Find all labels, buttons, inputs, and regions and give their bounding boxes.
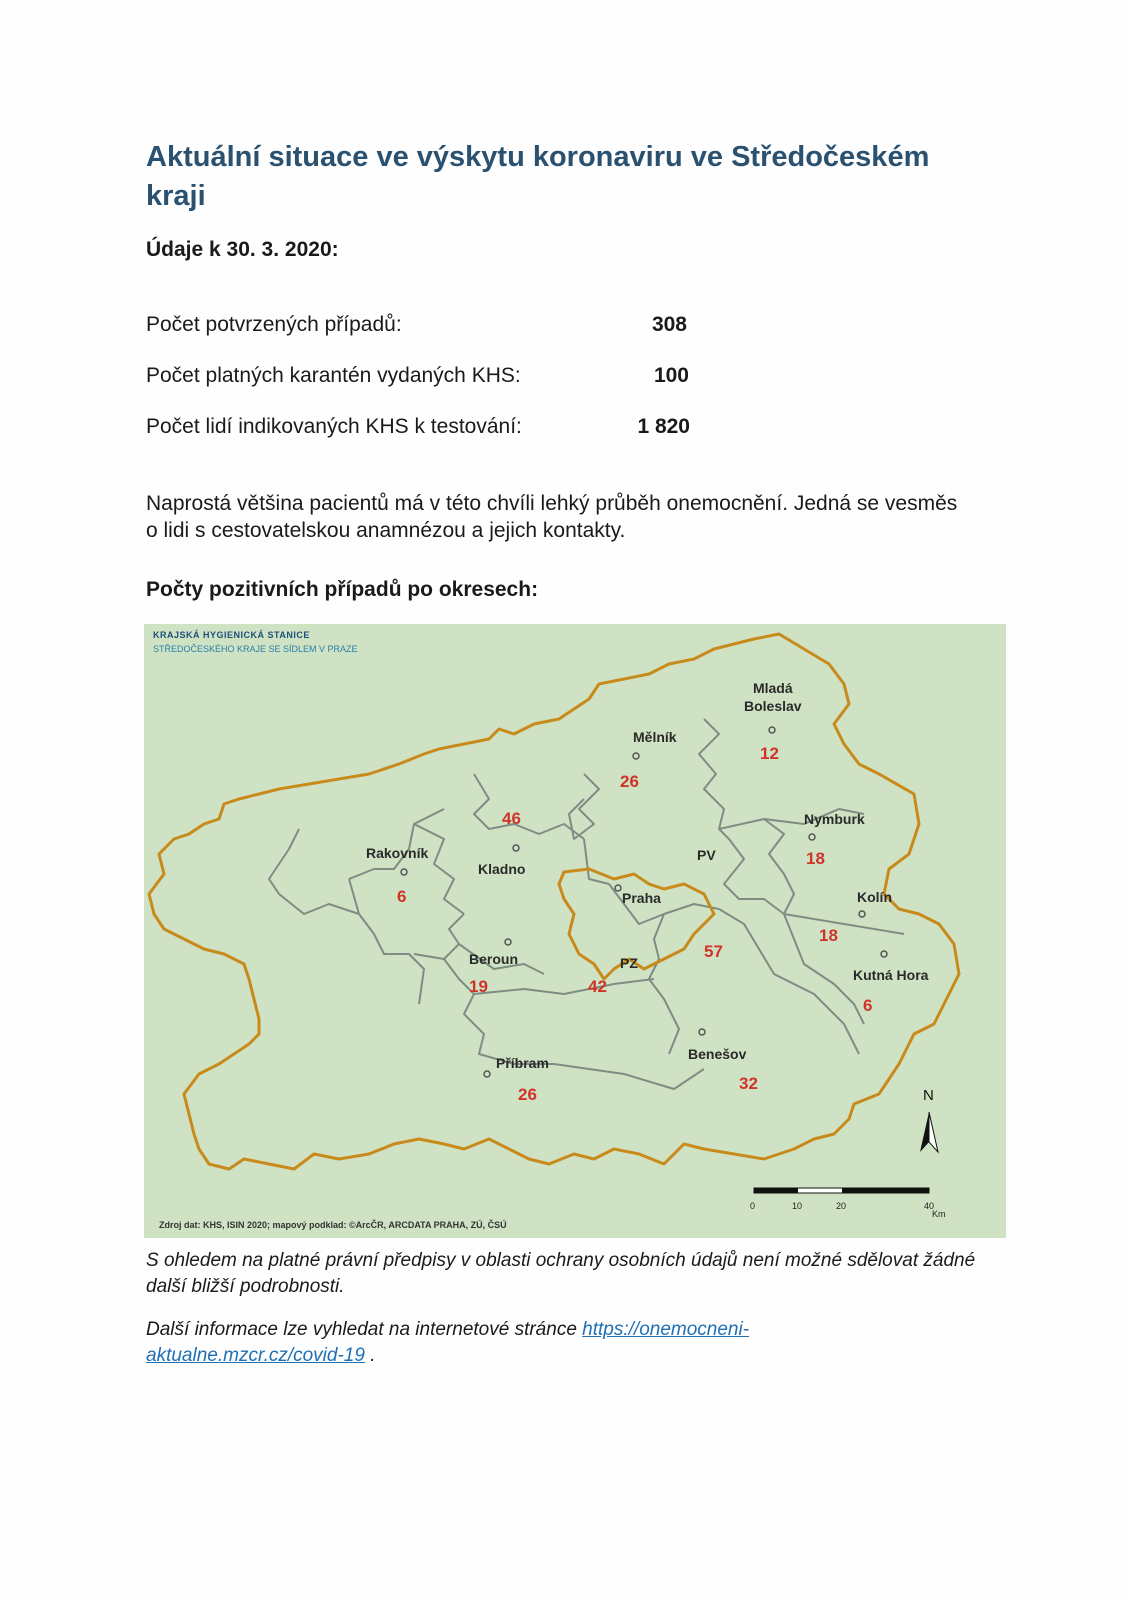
scale-label-10: 10 bbox=[792, 1201, 803, 1211]
district-count: 6 bbox=[863, 996, 873, 1015]
privacy-note: S ohledem na platné právní předpisy v oblasti ochrany osobních údajů není možné sdělovat žádné další bližší podrobnosti. bbox=[146, 1250, 976, 1297]
district-count: 32 bbox=[739, 1074, 758, 1093]
district-count: 42 bbox=[588, 977, 607, 996]
stat-label-confirmed: Počet potvrzených případů: bbox=[146, 313, 402, 336]
district-name: PZ bbox=[620, 955, 638, 971]
district-count: 18 bbox=[806, 849, 825, 868]
more-info bbox=[146, 1317, 826, 1369]
scale-label-20: 20 bbox=[836, 1201, 847, 1211]
map-svg bbox=[144, 624, 1006, 1238]
more-info-text: Další informace lze vyhledat na internetové stránce bbox=[146, 1319, 583, 1340]
section-heading: Počty pozitivních případů po okresech: bbox=[146, 578, 539, 601]
covid-info-link[interactable]: https://onemocneni-aktualne.mzcr.cz/covid-19 bbox=[146, 1319, 750, 1366]
district-count: 26 bbox=[620, 772, 639, 791]
scale-bar bbox=[754, 1188, 929, 1193]
scale-label-40: 40 bbox=[924, 1201, 935, 1211]
district-count: 12 bbox=[760, 744, 779, 763]
date-line: Údaje k 30. 3. 2020: bbox=[146, 238, 339, 261]
district-name: Mladá Boleslav bbox=[744, 680, 802, 714]
district-name: Rakovník bbox=[366, 845, 429, 861]
stat-label-quarantines: Počet platných karantén vydaných KHS: bbox=[146, 364, 521, 387]
map-header-org: KRAJSKÁ HYGIENICKÁ STANICE bbox=[153, 630, 310, 640]
district-count: 6 bbox=[397, 887, 407, 906]
district-count: 18 bbox=[819, 926, 838, 945]
district-count: 26 bbox=[518, 1085, 537, 1104]
region-outer-border bbox=[149, 634, 959, 1169]
scale-label-0: 0 bbox=[750, 1201, 756, 1211]
stat-label-tested: Počet lidí indikovaných KHS k testování: bbox=[146, 415, 522, 438]
more-info-suffix: . bbox=[364, 1345, 376, 1366]
district-count: 46 bbox=[502, 809, 521, 828]
page-title: Aktuální situace ve výskytu koronaviru ve Středočeském kraji bbox=[146, 141, 930, 212]
summary-paragraph: Naprostá většina pacientů má v této chvíli lehký průběh onemocnění. Jedná se vesměs o lidi s cestovatelskou anamnézou a jejich kontakty. bbox=[146, 492, 958, 542]
district-name: Praha bbox=[622, 890, 661, 906]
map-source: Zdroj dat: KHS, ISIN 2020; mapový podklad: ©ArcČR, ARCDATA PRAHA, ZÚ, ČSÚ bbox=[159, 1220, 507, 1230]
district-map bbox=[144, 624, 1006, 1238]
district-name: Kolín bbox=[857, 889, 892, 905]
north-label: N bbox=[923, 1087, 934, 1104]
stat-value-tested: 1 820 bbox=[637, 415, 690, 438]
district-name: Mělník bbox=[633, 729, 677, 745]
district-name: Příbram bbox=[496, 1055, 549, 1071]
map-header-region: STŘEDOČESKÉHO KRAJE SE SÍDLEM V PRAZE bbox=[153, 644, 358, 654]
stat-value-confirmed: 308 bbox=[651, 313, 687, 336]
north-arrow-icon bbox=[920, 1112, 938, 1152]
district-name: Nymburk bbox=[804, 811, 865, 827]
district-count: 19 bbox=[469, 977, 488, 996]
district-name: Kladno bbox=[478, 861, 526, 877]
district-name: Kutná Hora bbox=[853, 967, 929, 983]
district-name: PV bbox=[697, 847, 716, 863]
scale-unit: Km bbox=[932, 1209, 946, 1219]
stat-value-quarantines: 100 bbox=[653, 364, 689, 387]
district-name: Beroun bbox=[469, 951, 518, 967]
district-name: Benešov bbox=[688, 1046, 747, 1062]
district-count: 57 bbox=[704, 942, 723, 961]
